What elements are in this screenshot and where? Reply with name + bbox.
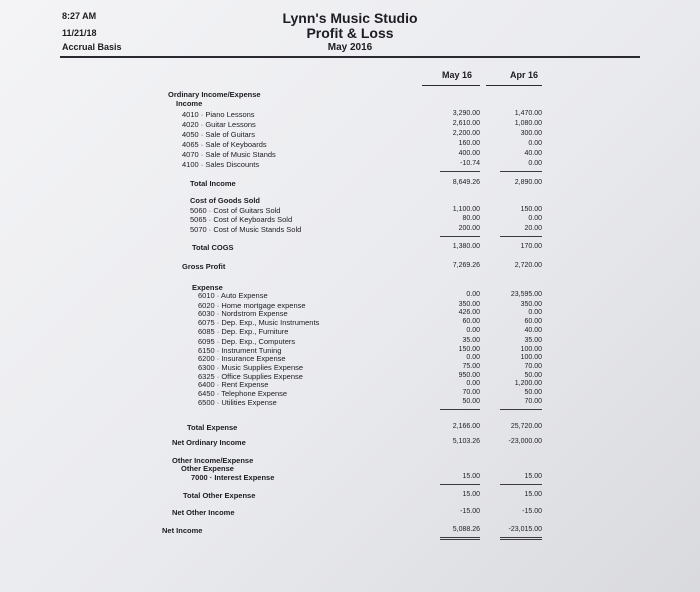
- total-underline: [500, 409, 542, 410]
- value-may: 35.00: [462, 337, 480, 344]
- row-label: 6085 · Dep. Exp., Furniture: [198, 327, 289, 336]
- row-label: 6300 · Music Supplies Expense: [198, 363, 304, 372]
- value-may: 0.00: [466, 354, 480, 361]
- total-underline: [500, 236, 542, 237]
- row-label: 5065 · Cost of Keyboards Sold: [190, 215, 293, 224]
- value-apr: 350.00: [520, 301, 542, 308]
- value-may: 8,649.26: [452, 179, 480, 186]
- row-label: 6075 · Dep. Exp., Music Instruments: [198, 318, 320, 327]
- value-apr: 15.00: [524, 473, 542, 480]
- value-may: 7,269.26: [452, 262, 480, 269]
- value-apr: 100.00: [520, 346, 542, 353]
- row-label: Total Expense: [187, 423, 238, 432]
- row-label: 4065 · Sale of Keyboards: [182, 140, 267, 149]
- row-label: 6450 · Telephone Expense: [198, 389, 288, 398]
- value-may: 75.00: [462, 363, 480, 370]
- value-may: 0.00: [466, 380, 480, 387]
- value-may: 1,100.00: [452, 206, 480, 213]
- company-name: Lynn's Music Studio: [282, 10, 418, 26]
- value-may: 15.00: [462, 491, 480, 498]
- total-underline: [440, 236, 480, 237]
- value-apr: 0.00: [528, 140, 542, 147]
- report-basis: Accrual Basis: [62, 42, 122, 52]
- value-apr: 2,720.00: [514, 262, 542, 269]
- value-may: 0.00: [466, 327, 480, 334]
- total-underline: [440, 539, 480, 540]
- value-apr: 1,200.00: [514, 380, 542, 387]
- row-label: 6150 · Instrument Tuning: [198, 346, 282, 355]
- row-label: 4050 · Sale of Guitars: [182, 130, 255, 139]
- value-apr: -15.00: [522, 508, 542, 515]
- value-apr: 0.00: [528, 309, 542, 316]
- report-title: Profit & Loss: [306, 25, 394, 41]
- row-label: 6095 · Dep. Exp., Computers: [198, 337, 296, 346]
- row-label: 6010 · Auto Expense: [198, 291, 268, 300]
- value-may: 5,103.26: [452, 438, 480, 445]
- value-apr: 50.00: [524, 372, 542, 379]
- row-label: Total COGS: [192, 243, 234, 252]
- row-label: 6020 · Home mortgage expense: [198, 301, 306, 310]
- value-apr: 100.00: [520, 354, 542, 361]
- row-label: Income: [176, 99, 203, 108]
- value-may: 2,610.00: [452, 120, 480, 127]
- total-underline: [500, 484, 542, 485]
- value-apr: 60.00: [524, 318, 542, 325]
- row-label: 5070 · Cost of Music Stands Sold: [190, 225, 302, 234]
- value-may: 80.00: [462, 215, 480, 222]
- value-may: -10.74: [460, 160, 480, 167]
- value-apr: 15.00: [524, 491, 542, 498]
- value-apr: -23,015.00: [508, 526, 542, 533]
- row-label: 5060 · Cost of Guitars Sold: [190, 206, 281, 215]
- column-may: May 16: [441, 70, 472, 80]
- value-apr: 150.00: [520, 206, 542, 213]
- value-may: 15.00: [462, 473, 480, 480]
- row-label: Other Expense: [181, 464, 234, 473]
- value-may: 950.00: [458, 372, 480, 379]
- row-label: Net Income: [162, 526, 203, 535]
- row-label: Ordinary Income/Expense: [168, 90, 261, 99]
- value-apr: 35.00: [524, 337, 542, 344]
- value-apr: 70.00: [524, 398, 542, 405]
- value-may: 60.00: [462, 318, 480, 325]
- total-underline: [500, 171, 542, 172]
- value-may: 1,380.00: [452, 243, 480, 250]
- row-label: 7000 · Interest Expense: [191, 473, 275, 482]
- value-apr: 50.00: [524, 389, 542, 396]
- value-apr: 0.00: [528, 160, 542, 167]
- row-label: Cost of Goods Sold: [190, 196, 260, 205]
- value-may: 0.00: [466, 291, 480, 298]
- value-may: 5,088.26: [452, 526, 480, 533]
- value-may: 400.00: [458, 150, 480, 157]
- value-may: 150.00: [458, 346, 480, 353]
- header-rule: [60, 56, 640, 58]
- row-label: Total Other Expense: [183, 491, 256, 500]
- value-apr: 2,890.00: [514, 179, 542, 186]
- total-underline: [500, 537, 542, 538]
- row-label: Net Ordinary Income: [172, 438, 246, 447]
- column-apr: Apr 16: [509, 70, 538, 80]
- value-may: 200.00: [458, 225, 480, 232]
- row-label: Expense: [192, 283, 223, 292]
- value-apr: 300.00: [520, 130, 542, 137]
- row-label: 4070 · Sale of Music Stands: [182, 150, 276, 159]
- report-period: May 2016: [327, 42, 373, 53]
- value-may: 3,290.00: [452, 110, 480, 117]
- value-may: 2,200.00: [452, 130, 480, 137]
- report-time: 8:27 AM: [62, 11, 97, 21]
- value-may: 50.00: [462, 398, 480, 405]
- value-apr: -23,000.00: [508, 438, 542, 445]
- value-apr: 1,470.00: [514, 110, 542, 117]
- row-label: Net Other Income: [172, 508, 235, 517]
- row-label: 4100 · Sales Discounts: [182, 160, 260, 169]
- row-label: Gross Profit: [182, 262, 226, 271]
- row-label: 6325 · Office Supplies Expense: [198, 372, 303, 381]
- row-label: 4010 · Piano Lessons: [182, 110, 255, 119]
- total-underline: [440, 537, 480, 538]
- value-apr: 40.00: [524, 150, 542, 157]
- total-underline: [440, 409, 480, 410]
- total-underline: [440, 171, 480, 172]
- total-underline: [440, 484, 480, 485]
- value-may: 70.00: [462, 389, 480, 396]
- row-label: 6500 · Utilities Expense: [198, 398, 277, 407]
- row-label: 4020 · Guitar Lessons: [182, 120, 256, 129]
- value-may: -15.00: [460, 508, 480, 515]
- value-apr: 40.00: [524, 327, 542, 334]
- row-label: 6030 · Nordstrom Expense: [198, 309, 288, 318]
- value-may: 350.00: [458, 301, 480, 308]
- value-apr: 20.00: [524, 225, 542, 232]
- value-may: 426.00: [458, 309, 480, 316]
- column-may-rule: [422, 85, 480, 86]
- value-may: 160.00: [458, 140, 480, 147]
- row-label: 6400 · Rent Expense: [198, 380, 269, 389]
- row-label: Total Income: [190, 179, 236, 188]
- column-apr-rule: [486, 85, 542, 86]
- value-apr: 23,595.00: [510, 291, 542, 298]
- value-apr: 170.00: [520, 243, 542, 250]
- value-apr: 0.00: [528, 215, 542, 222]
- report-date: 11/21/18: [62, 28, 97, 38]
- value-may: 2,166.00: [452, 423, 480, 430]
- row-label: Other Income/Expense: [172, 456, 254, 465]
- value-apr: 25,720.00: [510, 423, 542, 430]
- total-underline: [500, 539, 542, 540]
- value-apr: 70.00: [524, 363, 542, 370]
- row-label: 6200 · Insurance Expense: [198, 354, 286, 363]
- value-apr: 1,080.00: [514, 120, 542, 127]
